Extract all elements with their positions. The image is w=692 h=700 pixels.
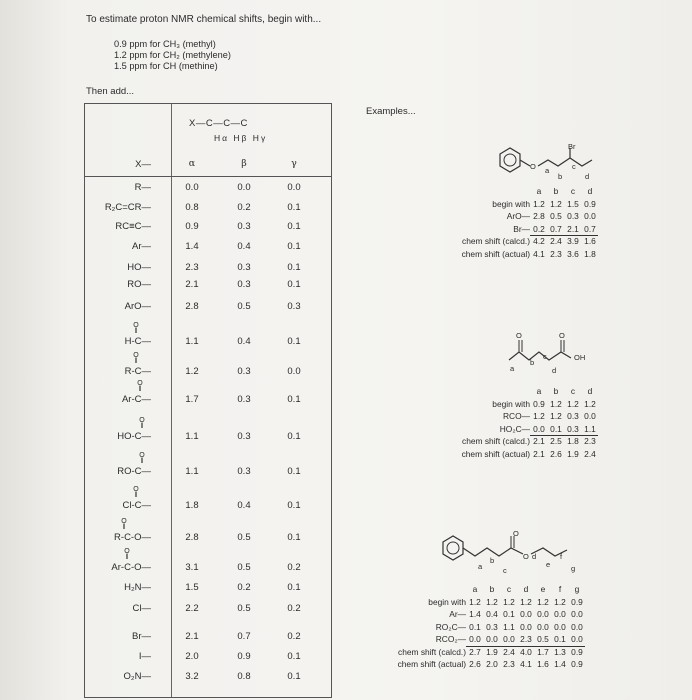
alpha-value: 1.4 [185,241,199,252]
ex1-a-label: a [545,166,550,175]
substituent-label: RO— [127,279,151,290]
substituent-label: Cl-C— [122,500,151,511]
example-value: 0.0 [533,423,545,434]
substituent-label: RC≡C— [115,221,151,232]
example-value: 0.1 [550,423,562,434]
carbonyl-mark: O ‖ [133,352,139,365]
example-value: 0.9 [571,596,583,607]
example-value: 0.0 [537,621,549,632]
alpha-value: 0.8 [185,202,199,213]
gamma-value: 0.1 [287,532,301,543]
example-value: 0.7 [584,223,596,234]
example-value: 2.7 [469,646,481,657]
substituent-label: I— [138,651,151,662]
example-value: 0.0 [571,621,583,632]
alpha-value: 3.1 [185,562,199,573]
beta-value: 0.5 [237,603,251,614]
example-value: 0.3 [567,411,579,421]
carbonyl-mark: O ‖ [139,417,145,430]
gamma-value: 0.3 [287,301,301,312]
substituent-label: O₂N— [123,671,151,682]
header-hydrogens: Hα Hβ Hγ [214,133,268,143]
ex3-c-label: c [503,566,507,575]
example-value: 1.7 [537,646,549,657]
substituent-label: H-C— [124,336,151,347]
example-value: 1.1 [584,423,596,434]
ex2-o1-label: O [516,331,522,340]
alpha-value: 2.1 [185,631,199,642]
sum-underline [530,235,598,236]
beta-value: 0.0 [237,182,251,193]
example-value: 0.0 [554,609,566,619]
example-value: 0.9 [584,198,596,209]
alpha-value: 1.7 [185,394,199,405]
example-value: 1.2 [537,596,549,607]
gamma-value: 0.1 [287,582,301,593]
example-value: 1.2 [533,411,545,421]
substituent-label: Br— [132,631,151,642]
example-row-label: ArO— [506,211,530,221]
example-row-label: chem shift (calcd.) [462,236,530,246]
example-value: 0.1 [469,621,481,632]
example-value: 1.2 [554,596,566,607]
alpha-value: 2.1 [185,279,199,290]
substituent-label: Ar-C-O— [111,562,151,573]
example-value: 0.3 [567,211,579,221]
beta-value: 0.3 [237,262,251,273]
example-row-label: chem shift (actual) [397,659,466,669]
example-value: 4.2 [533,236,545,246]
alpha-value: 1.5 [185,582,199,593]
gamma-value: 0.1 [287,262,301,273]
beta-value: 0.4 [237,241,251,252]
example-value: 1.3 [554,646,566,657]
gamma-value: 0.1 [287,500,301,511]
ex2-a-label: a [510,364,515,373]
ex2-b-label: b [530,358,535,367]
ex1-br-label: Br [568,142,576,151]
example-value: 2.1 [533,436,545,446]
carbon-letter: c [570,386,576,396]
example-value: 2.3 [503,659,515,669]
example-value: 0.0 [571,609,583,619]
example-value: 1.2 [584,398,596,409]
alpha-value: 3.2 [185,671,199,682]
example-value: 0.0 [520,609,532,619]
sum-underline [530,435,598,436]
substituent-label: R₂C=CR— [104,202,151,213]
gamma-value: 0.0 [287,366,301,377]
header-structure: X—C—C—C [189,118,248,129]
example-value: 1.2 [533,198,545,209]
ex3-f-label: f [560,552,563,561]
example-value: 1.4 [554,659,566,669]
gamma-value: 0.2 [287,603,301,614]
substituent-label: H₂N— [124,582,151,593]
base-shift-methyl: 0.9 ppm for CH₃ (methyl) [114,39,216,49]
example-value: 0.0 [503,634,515,644]
example3-molecule [435,520,635,576]
examples-label: Examples... [366,106,416,117]
gamma-value: 0.1 [287,241,301,252]
ex3-o2-label: O [523,552,529,561]
example-value: 1.8 [584,248,596,259]
substituent-label: Ar-C— [121,394,151,405]
carbonyl-mark: O ‖ [137,380,143,393]
substituent-label: R-C-O— [114,532,151,543]
gamma-value: 0.1 [287,394,301,405]
ex1-d-label: d [585,172,590,181]
beta-value: 0.5 [237,301,251,312]
example-value: 2.1 [567,223,579,234]
beta-value: 0.3 [237,431,251,442]
alpha-value: 2.3 [185,262,199,273]
alpha-value: 1.1 [185,466,199,477]
substituent-label: HO— [127,262,151,273]
beta-value: 0.3 [237,279,251,290]
example-value: 0.4 [486,609,498,619]
example-value: 1.6 [584,236,596,246]
carbon-letter: c [506,584,512,594]
carbonyl-mark: O ‖ [133,486,139,499]
gamma-value: 0.1 [287,202,301,213]
example1-molecule [488,130,638,188]
carbonyl-mark: O ‖ [124,548,130,561]
example-value: 2.1 [533,448,545,459]
example-value: 3.6 [567,248,579,259]
example-value: 0.7 [550,223,562,234]
beta-value: 0.7 [237,631,251,642]
carbon-letter: a [472,584,478,594]
example-value: 0.0 [469,634,481,644]
alpha-value: 2.8 [185,532,199,543]
example-value: 0.0 [486,634,498,644]
gamma-value: 0.1 [287,336,301,347]
beta-value: 0.3 [237,394,251,405]
then-add-text: Then add... [86,86,135,97]
example-value: 0.9 [571,646,583,657]
alpha-value: 2.8 [185,301,199,312]
base-shift-methine: 1.5 ppm for CH (methine) [114,61,218,71]
carbonyl-mark: O ‖ [121,518,127,531]
example-value: 0.1 [554,634,566,644]
ex2-o2-label: O [559,331,565,340]
example-value: 1.5 [567,198,579,209]
example-value: 0.3 [567,423,579,434]
example-value: 0.3 [486,621,498,632]
example-row-label: begin with [428,596,466,607]
example-value: 0.0 [584,211,596,221]
example-value: 0.5 [537,634,549,644]
beta-value: 0.4 [237,500,251,511]
ex1-c-label: c [572,162,576,171]
alpha-value: 2.0 [185,651,199,662]
alpha-value: 1.8 [185,500,199,511]
example-row-label: RO₂C— [435,621,466,632]
example-row-label: HO₂C— [499,423,530,434]
beta-value: 0.2 [237,202,251,213]
ex3-b-label: b [490,556,495,565]
example-value: 0.1 [503,609,515,619]
header-gamma: γ [291,158,297,169]
beta-value: 0.3 [237,466,251,477]
example-value: 0.5 [550,211,562,221]
gamma-value: 0.1 [287,221,301,232]
ex3-e-label: e [546,560,551,569]
carbon-letter: d [587,186,593,196]
example-value: 1.2 [486,596,498,607]
example-value: 1.2 [567,398,579,409]
example-value: 1.9 [486,646,498,657]
example2-molecule [505,330,645,374]
ex1-b-label: b [558,172,563,181]
example-row-label: chem shift (actual) [461,248,530,259]
example-value: 2.0 [486,659,498,669]
substituent-label: Cl— [132,603,151,614]
intro-text: To estimate proton NMR chemical shifts, begin with... [86,14,322,25]
ex3-d-label: d [532,552,537,561]
example-row-label: Ar— [449,609,466,619]
alpha-value: 1.1 [185,336,199,347]
alpha-value: 0.0 [185,182,199,193]
example-value: 0.0 [584,411,596,421]
substituent-label: Ar— [132,241,151,252]
carbon-letter: b [553,386,559,396]
alpha-value: 1.1 [185,431,199,442]
example-value: 2.5 [550,436,562,446]
carbon-letter: d [523,584,529,594]
example-value: 0.0 [554,621,566,632]
example-value: 2.4 [550,236,562,246]
gamma-value: 0.2 [287,631,301,642]
example-value: 2.3 [550,248,562,259]
example-value: 2.6 [550,448,562,459]
gamma-value: 0.1 [287,466,301,477]
example-row-label: Br— [513,223,530,234]
example-value: 3.9 [567,236,579,246]
sum-underline [466,646,585,647]
gamma-value: 0.0 [287,182,301,193]
gamma-value: 0.1 [287,671,301,682]
example-value: 1.2 [503,596,515,607]
example-row-label: chem shift (calcd.) [398,646,466,657]
example-row-label: chem shift (calcd.) [462,436,530,446]
example-value: 0.0 [537,609,549,619]
carbon-letter: a [536,386,542,396]
example-value: 1.8 [567,436,579,446]
ex1-o-label: O [530,162,536,171]
beta-value: 0.8 [237,671,251,682]
example-value: 1.2 [550,411,562,421]
example-value: 1.2 [550,398,562,409]
carbon-letter: c [570,186,576,196]
carbon-letter: g [574,584,580,594]
example-row-label: RCO₂— [435,634,466,644]
carbonyl-mark: O ‖ [139,452,145,465]
substituent-label: R-C— [124,366,151,377]
example-value: 2.4 [584,448,596,459]
ex3-g-label: g [571,564,576,573]
header-x: X— [135,159,151,170]
alpha-value: 2.2 [185,603,199,614]
gamma-value: 0.1 [287,651,301,662]
example-value: 1.2 [550,198,562,209]
substituent-label: ArO— [124,301,151,312]
beta-value: 0.5 [237,532,251,543]
example-row-label: RCO— [503,411,530,421]
ex3-a-label: a [478,562,483,571]
gamma-value: 0.1 [287,431,301,442]
example-value: 1.2 [469,596,481,607]
increment-table [84,103,332,698]
ex2-d-label: d [552,366,557,375]
example-value: 1.1 [503,621,515,632]
example-value: 2.6 [469,659,481,669]
substituent-label: R— [134,182,151,193]
carbon-letter: b [489,584,495,594]
ex2-oh-label: OH [574,353,586,362]
substituent-label: HO-C— [117,431,151,442]
gamma-value: 0.2 [287,562,301,573]
example-value: 0.9 [533,398,545,409]
example-row-label: begin with [492,198,530,209]
beta-value: 0.3 [237,221,251,232]
header-alpha: α [188,158,196,169]
example-value: 1.4 [469,609,481,619]
carbon-letter: b [553,186,559,196]
carbon-letter: e [540,584,546,594]
header-beta: β [241,158,247,169]
beta-value: 0.2 [237,582,251,593]
alpha-value: 1.2 [185,366,199,377]
example-value: 0.0 [571,634,583,644]
example-value: 0.2 [533,223,545,234]
example-value: 2.3 [520,634,532,644]
example-value: 1.2 [520,596,532,607]
example-value: 1.9 [567,448,579,459]
alpha-value: 0.9 [185,221,199,232]
example-value: 4.1 [533,248,545,259]
example-row-label: chem shift (actual) [461,448,530,459]
ex2-c-label: c [543,352,547,361]
example-value: 4.0 [520,646,532,657]
example-row-label: begin with [492,398,530,409]
example-value: 2.3 [584,436,596,446]
example-value: 1.6 [537,659,549,669]
example-value: 2.4 [503,646,515,657]
base-shift-methylene: 1.2 ppm for CH₂ (methylene) [114,50,231,60]
substituent-label: RO-C— [117,466,151,477]
carbon-letter: d [587,386,593,396]
example-value: 4.1 [520,659,532,669]
beta-value: 0.3 [237,366,251,377]
beta-value: 0.5 [237,562,251,573]
beta-value: 0.9 [237,651,251,662]
carbon-letter: f [558,584,562,594]
gamma-value: 0.1 [287,279,301,290]
carbonyl-mark: O ‖ [133,322,139,335]
beta-value: 0.4 [237,336,251,347]
example-value: 2.8 [533,211,545,221]
example-value: 0.9 [571,659,583,669]
carbon-letter: a [536,186,542,196]
ex3-o1-label: O [513,529,519,538]
example-value: 0.0 [520,621,532,632]
